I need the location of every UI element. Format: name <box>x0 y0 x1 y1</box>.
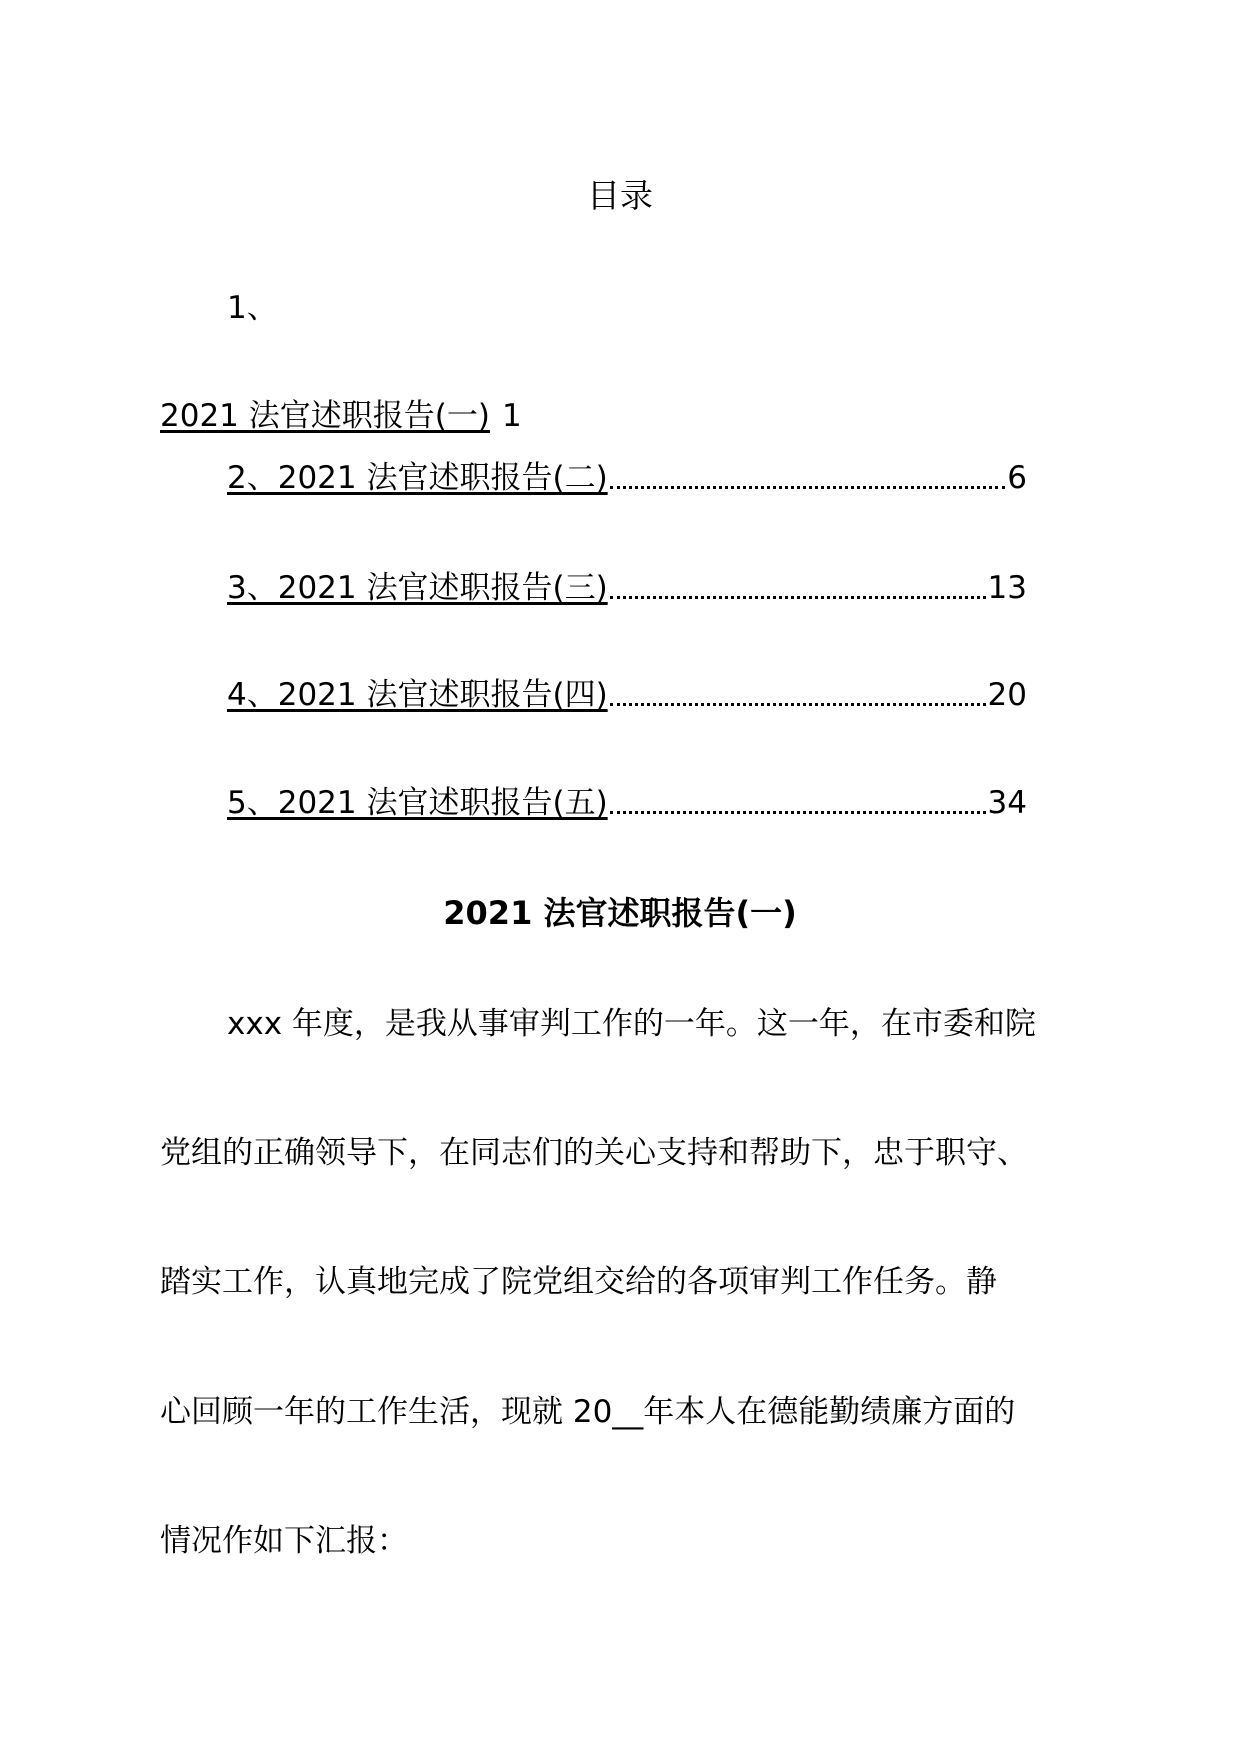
toc-entry-4-link[interactable]: 4、2021 法官述职报告(四) <box>227 677 608 713</box>
toc-entry-1-number: 1、 <box>227 290 278 326</box>
section-heading: 2021 法官述职报告(一) <box>443 894 797 932</box>
toc-entry-2-page: 6 <box>1007 460 1027 496</box>
toc-entry-5-page: 34 <box>987 785 1027 821</box>
toc-entry-4[interactable] <box>227 675 1027 715</box>
toc-entry-1-link[interactable]: 2021 法官述职报告(一) <box>160 398 490 434</box>
toc-entry-3-page: 13 <box>987 570 1027 606</box>
paragraph-line: 情况作如下汇报： <box>160 1523 408 1559</box>
toc-entry-2[interactable] <box>227 458 1027 498</box>
paragraph-line: 踏实工作，认真地完成了院党组交给的各项审判工作任务。静 <box>160 1264 997 1300</box>
paragraph-line: 党组的正确领导下，在同志们的关心支持和帮助下，忠于职守、 <box>160 1135 1028 1171</box>
toc-entry-1[interactable] <box>160 396 522 436</box>
paragraph-line: 心回顾一年的工作生活，现就 20__年本人在德能勤绩廉方面的 <box>160 1394 1016 1430</box>
toc-entry-4-page: 20 <box>987 677 1027 713</box>
toc-leader-dots <box>610 486 1006 489</box>
toc-entry-5-link[interactable]: 5、2021 法官述职报告(五) <box>227 785 608 821</box>
toc-entry-5[interactable] <box>227 783 1027 823</box>
toc-entry-3-link[interactable]: 3、2021 法官述职报告(三) <box>227 570 608 606</box>
toc-leader-dots <box>610 596 986 599</box>
toc-title: 目录 <box>587 176 653 215</box>
toc-leader-dots <box>610 703 986 706</box>
toc-leader-dots <box>610 811 986 814</box>
toc-entry-3[interactable] <box>227 568 1027 608</box>
toc-entry-2-link[interactable]: 2、2021 法官述职报告(二) <box>227 460 608 496</box>
paragraph-line: xxx 年度，是我从事审判工作的一年。这一年，在市委和院 <box>227 1006 1036 1042</box>
toc-entry-1-page: 1 <box>501 398 522 434</box>
